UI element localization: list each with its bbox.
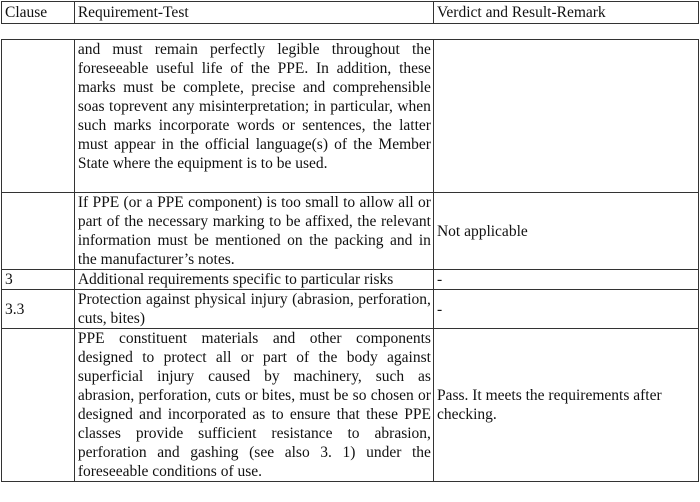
verdict-cell: -: [433, 270, 698, 290]
verdict-cell: Pass. It meets the requirements after checking.: [433, 329, 698, 482]
requirement-cell: PPE constituent materials and other components designed to protect all or part of the body against superficial injury caused by machinery, such as abrasion, perforation, cuts or bites, must be so chosen or designed and incorporated as to ensure that these PPE classes provide sufficient resistance to abrasion, perforation and gashing (see also 3. 1) under the foreseeable conditions of use.: [74, 329, 433, 482]
requirement-cell: and must remain perfectly legible throughout the foreseeable useful life of the PPE. In addition, these marks must be complete, precise and comprehensible soas toprevent any misinterpretation; in particular, when such marks incorporate words or sentences, the latter must appear in the official language(s) of the Member State where the equipment is to be used.: [74, 40, 433, 193]
clause-cell: [2, 329, 75, 482]
table-row: [2, 329, 699, 482]
requirements-table: [1, 39, 699, 482]
clause-cell: [2, 193, 75, 270]
verdict-cell: -: [433, 290, 698, 329]
table-row: [2, 193, 699, 270]
verdict-cell: Not applicable: [433, 193, 698, 270]
requirement-cell: Protection against physical injury (abrasion, perforation, cuts, bites): [74, 290, 433, 329]
header-row: [2, 2, 699, 24]
table-row: [2, 290, 699, 329]
clause-cell: 3: [2, 270, 75, 290]
table-row: [2, 40, 699, 193]
header-verdict: Verdict and Result-Remark: [433, 2, 698, 24]
table-header: [1, 1, 699, 24]
verdict-cell: [433, 40, 698, 193]
header-requirement: Requirement-Test: [74, 2, 433, 24]
clause-cell: 3.3: [2, 290, 75, 329]
requirement-cell: Additional requirements specific to particular risks: [74, 270, 433, 290]
clause-cell: [2, 40, 75, 193]
header-clause: Clause: [2, 2, 75, 24]
table-row: [2, 270, 699, 290]
requirement-cell: If PPE (or a PPE component) is too small to allow all or part of the necessary marking to be affixed, the relevant information must be mentioned on the packing and in the manufacturer’s notes.: [74, 193, 433, 270]
